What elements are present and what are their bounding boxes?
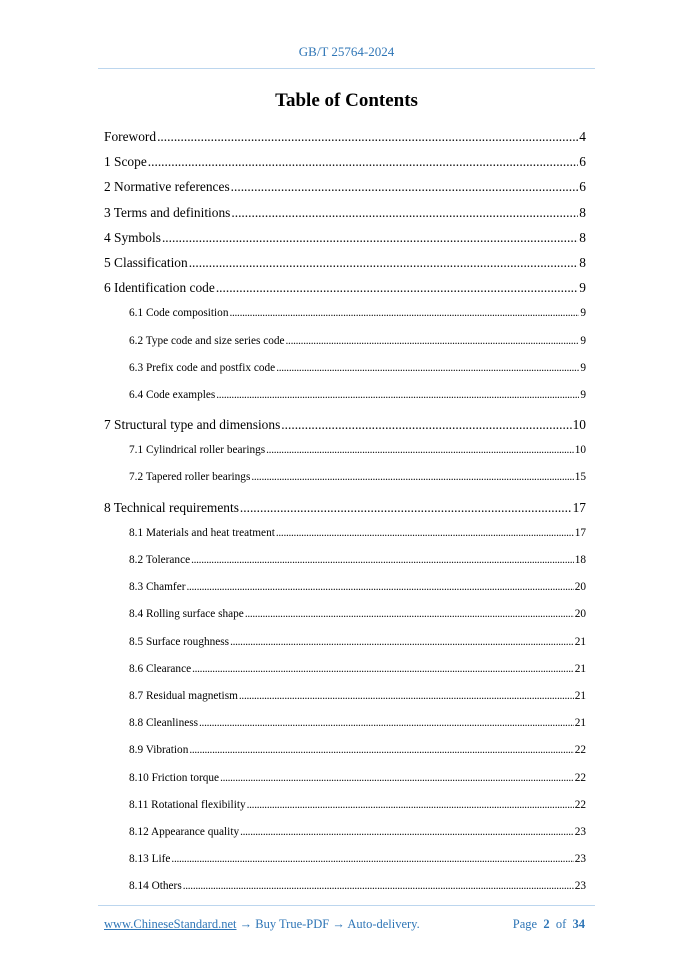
toc-entry-page: 4	[579, 129, 586, 144]
dot-leader	[191, 547, 574, 574]
toc-entry-label: 8.4 Rolling surface shape	[129, 608, 244, 621]
toc-entry-label: 8.8 Cleanliness	[129, 717, 199, 730]
toc-entry[interactable]	[104, 683, 586, 710]
toc-entry-page: 21	[574, 635, 586, 648]
page-title: Table of Contents	[275, 90, 418, 111]
dot-leader	[281, 412, 571, 437]
toc-entry-label: 8.1 Materials and heat treatment	[129, 526, 275, 539]
toc-entry[interactable]	[104, 792, 586, 819]
toc-entry-label: 2 Normative references	[104, 179, 230, 195]
toc-entry-label: 6.3 Prefix code and postfix code	[129, 361, 276, 374]
arrow-right-icon: →	[332, 917, 345, 931]
toc-entry-label: 7.1 Cylindrical roller bearings	[129, 444, 266, 457]
toc-entry[interactable]	[104, 200, 586, 225]
toc-entry-label: 8.10 Friction torque	[129, 771, 220, 784]
header-divider	[98, 68, 595, 69]
toc-entry[interactable]	[104, 174, 586, 199]
dot-leader	[245, 601, 574, 628]
toc-entry-page: 18	[574, 554, 586, 566]
dot-leader	[220, 765, 574, 792]
toc-entry[interactable]	[104, 437, 586, 464]
dot-leader	[189, 737, 573, 764]
dot-leader	[162, 225, 578, 250]
toc-entry-page: 6	[579, 179, 586, 195]
page-number	[513, 917, 585, 932]
toc-entry[interactable]	[104, 547, 586, 574]
dot-leader	[231, 200, 578, 225]
toc-entry[interactable]	[104, 629, 586, 656]
site-link[interactable]: www.ChineseStandard.net	[104, 917, 237, 931]
dot-leader	[266, 437, 574, 464]
dot-leader	[183, 873, 574, 900]
toc-entry-page: 9	[580, 334, 586, 347]
toc-entry-label: 8.11 Rotational flexibility	[129, 798, 246, 811]
arrow-right-icon: →	[239, 917, 253, 931]
dot-leader	[189, 250, 579, 275]
dot-leader	[239, 683, 574, 710]
toc-entry[interactable]	[104, 601, 586, 628]
toc-entry-label: 4 Symbols	[104, 229, 161, 245]
footer-links	[104, 917, 420, 932]
toc-entry-label: 8.3 Chamfer	[129, 581, 186, 594]
toc-entry-page: 9	[580, 361, 586, 374]
toc-entry-label: 6.1 Code composition	[129, 307, 229, 320]
toc-entry[interactable]	[104, 225, 586, 250]
toc-entry-label: 8.7 Residual magnetism	[129, 689, 238, 702]
toc-entry[interactable]	[104, 520, 586, 547]
dot-leader	[186, 574, 573, 601]
toc-entry[interactable]	[104, 412, 586, 437]
toc-entry-label: 8 Technical requirements	[104, 499, 239, 515]
current-page: 2	[543, 917, 550, 931]
toc-entry[interactable]	[104, 656, 586, 683]
toc-entry-label: 1 Scope	[104, 154, 147, 170]
toc-entry-page: 17	[572, 499, 586, 515]
toc-entry-page: 6	[579, 154, 586, 170]
footer-divider	[98, 905, 595, 906]
auto-delivery-text: Auto-delivery.	[347, 917, 420, 931]
toc-entry[interactable]	[104, 149, 586, 174]
toc-entry[interactable]	[104, 250, 586, 275]
toc-entry[interactable]	[104, 846, 586, 873]
dot-leader	[192, 656, 574, 683]
toc-entry-label: 7 Structural type and dimensions	[104, 417, 281, 433]
table-of-contents	[104, 124, 586, 900]
toc-entry[interactable]	[104, 382, 586, 409]
toc-entry[interactable]	[104, 328, 586, 355]
toc-entry-page: 21	[574, 717, 586, 730]
toc-entry[interactable]	[104, 275, 586, 300]
toc-entry[interactable]	[104, 574, 586, 601]
toc-entry[interactable]	[104, 495, 586, 520]
dot-leader	[240, 819, 574, 846]
dot-leader	[276, 355, 579, 382]
toc-entry[interactable]	[104, 765, 586, 792]
toc-entry-label: 8.14 Others	[129, 880, 182, 893]
dot-leader	[247, 792, 574, 819]
dot-leader	[230, 629, 574, 656]
total-pages: 34	[572, 917, 585, 931]
dot-leader	[286, 328, 580, 355]
dot-leader	[216, 275, 578, 300]
toc-entry-label: 8.6 Clearance	[129, 662, 192, 675]
dot-leader	[216, 382, 579, 409]
toc-entry-label: 6 Identification code	[104, 280, 215, 296]
toc-entry-label: 8.12 Appearance quality	[129, 825, 240, 838]
toc-entry[interactable]	[104, 464, 586, 491]
toc-entry-page: 22	[574, 798, 586, 811]
toc-entry-page: 9	[580, 388, 586, 401]
toc-entry-page: 23	[574, 825, 586, 838]
toc-entry-page: 22	[574, 771, 586, 784]
document-header	[0, 44, 693, 60]
toc-entry-page: 17	[574, 526, 586, 539]
toc-entry[interactable]	[104, 124, 586, 149]
dot-leader	[148, 149, 579, 174]
toc-entry-page: 8	[579, 229, 586, 245]
toc-entry-page: 9	[579, 280, 586, 296]
toc-entry-page: 21	[574, 689, 586, 702]
toc-entry[interactable]	[104, 300, 586, 327]
toc-entry-label: 8.2 Tolerance	[129, 554, 191, 566]
of-word: of	[555, 917, 567, 931]
toc-entry-label: 3 Terms and definitions	[104, 204, 231, 220]
toc-entry[interactable]	[104, 355, 586, 382]
toc-entry-label: Foreword	[104, 129, 157, 144]
toc-entry-page: 22	[574, 744, 586, 757]
toc-entry-page: 23	[574, 853, 586, 866]
dot-leader	[251, 464, 573, 491]
toc-entry[interactable]	[104, 819, 586, 846]
toc-entry[interactable]	[104, 873, 586, 900]
dot-leader	[157, 124, 578, 149]
dot-leader	[240, 495, 572, 520]
toc-entry-page: 10	[574, 444, 586, 457]
buy-pdf-text: Buy True-PDF	[255, 917, 330, 931]
dot-leader	[171, 846, 573, 873]
toc-entry[interactable]	[104, 737, 586, 764]
dot-leader	[276, 520, 574, 547]
toc-entry[interactable]	[104, 710, 586, 737]
page-word: Page	[512, 917, 538, 931]
toc-entry-page: 20	[574, 581, 586, 594]
toc-entry-page: 10	[572, 417, 586, 433]
toc-entry-label: 5 Classification	[104, 254, 188, 270]
toc-entry-page: 21	[574, 662, 586, 675]
toc-entry-page: 23	[574, 880, 586, 893]
dot-leader	[199, 710, 574, 737]
toc-entry-page: 9	[580, 307, 586, 320]
toc-entry-page: 8	[579, 254, 586, 270]
document-id: GB/T 25764-2024	[298, 44, 395, 59]
toc-entry-label: 6.4 Code examples	[129, 388, 216, 401]
toc-entry-page: 15	[574, 471, 586, 484]
toc-entry-label: 6.2 Type code and size series code	[129, 334, 285, 347]
toc-entry-page: 8	[579, 204, 586, 220]
toc-entry-label: 8.13 Life	[129, 853, 171, 866]
dot-leader	[231, 174, 579, 199]
toc-entry-page: 20	[574, 608, 586, 621]
dot-leader	[229, 300, 579, 327]
toc-entry-label: 8.5 Surface roughness	[129, 635, 230, 648]
toc-entry-label: 7.2 Tapered roller bearings	[129, 471, 251, 484]
toc-entry-label: 8.9 Vibration	[129, 744, 189, 757]
